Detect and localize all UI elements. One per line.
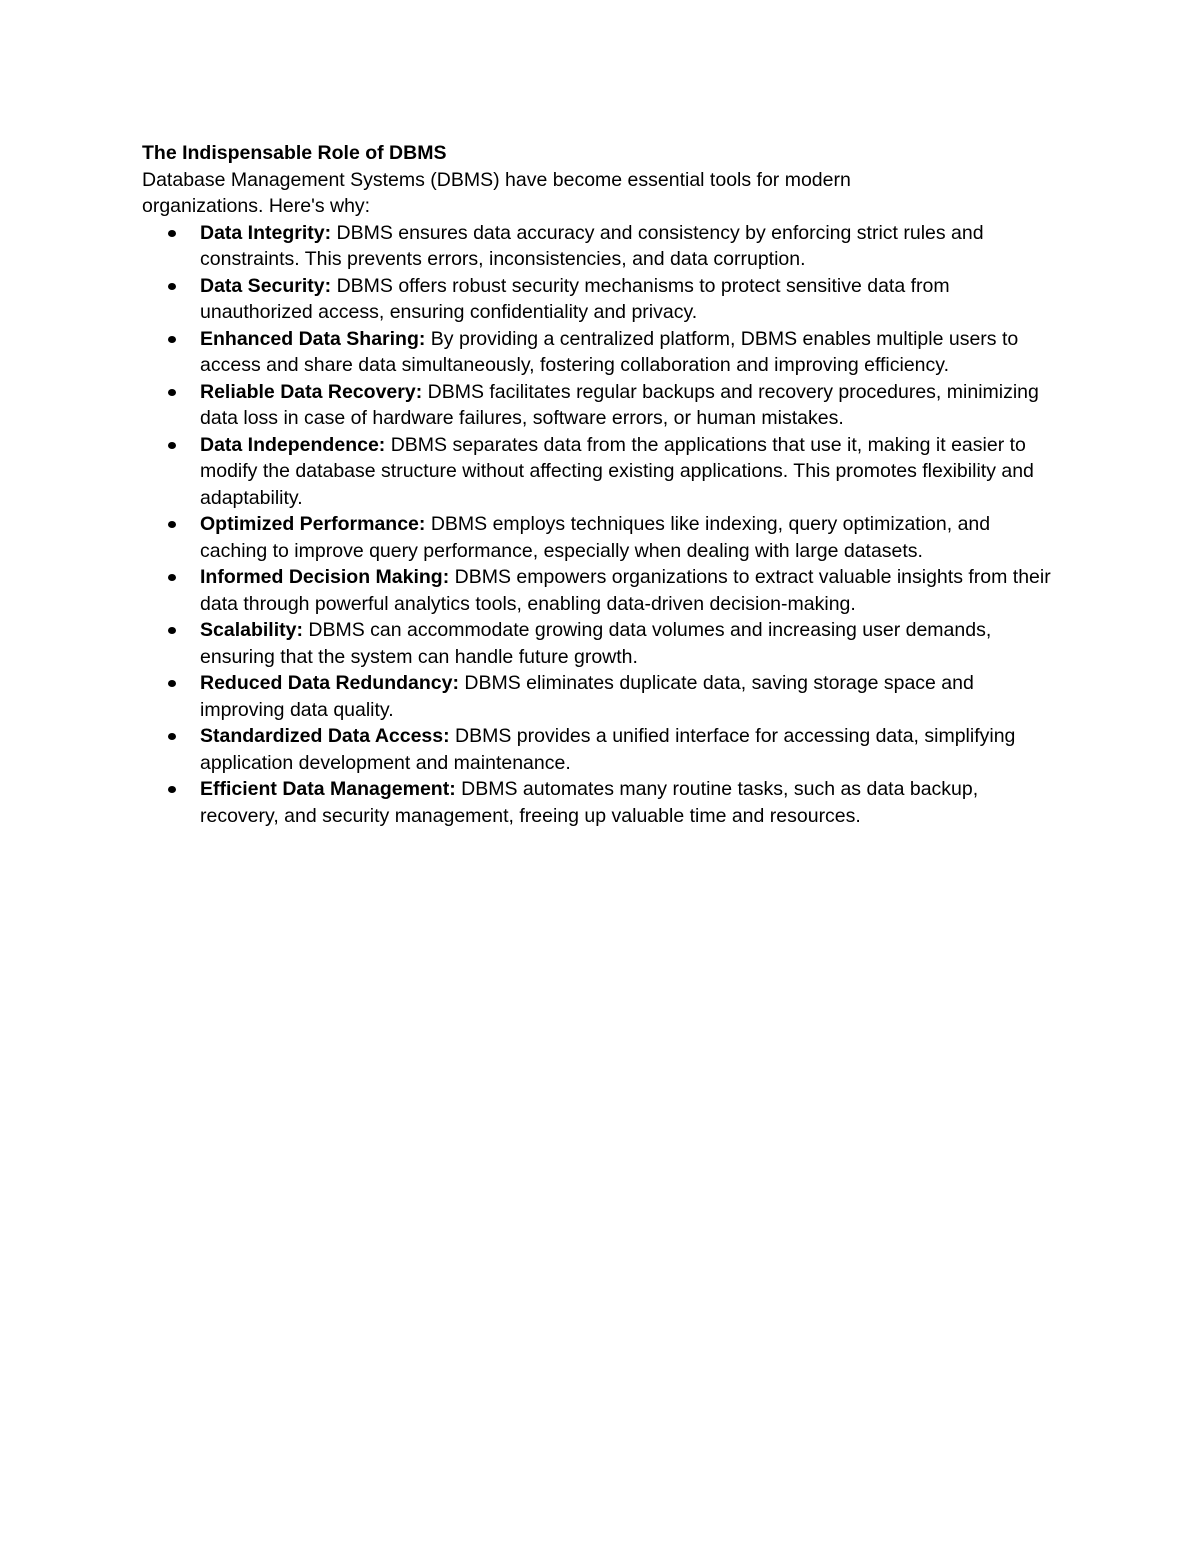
document-title: The Indispensable Role of DBMS — [142, 142, 447, 164]
bullet-icon — [168, 389, 176, 396]
list-item — [142, 723, 1062, 776]
item-term: Data Security: — [200, 274, 332, 297]
list-item — [142, 379, 1062, 432]
bullet-icon — [168, 680, 176, 687]
benefits-list — [142, 220, 1062, 830]
bullet-icon — [168, 283, 176, 290]
item-text: By providing a centralized platform, DBMS enables multiple users to access and share data simultaneously, fostering collaboration and improving efficiency. — [200, 327, 1019, 376]
list-item — [142, 432, 1062, 512]
list-item — [142, 326, 1062, 379]
list-item — [142, 617, 1062, 670]
list-item — [142, 564, 1062, 617]
item-term: Standardized Data Access: — [200, 725, 450, 747]
item-term: Reliable Data Recovery: — [200, 380, 423, 403]
list-item — [142, 776, 1062, 829]
item-term: Informed Decision Making: — [200, 566, 450, 588]
item-text: DBMS separates data from the applications that use it, making it easier to modify the database structure without affecting existing applications. This promotes flexibility and adaptability. — [200, 433, 1034, 509]
list-item — [142, 670, 1062, 723]
list-item — [142, 511, 1062, 564]
list-item — [142, 220, 1062, 273]
bullet-icon — [168, 574, 176, 581]
document-body — [142, 140, 1062, 829]
item-term: Enhanced Data Sharing: — [200, 327, 426, 350]
bullet-icon — [168, 230, 176, 237]
item-text: DBMS facilitates regular backups and recovery procedures, minimizing data loss in case of hardware failures, software errors, or human mistakes. — [200, 380, 1039, 429]
item-text: DBMS can accommodate growing data volumes and increasing user demands, ensuring that the system can handle future growth. — [200, 619, 992, 668]
item-term: Scalability: — [200, 619, 303, 641]
list-item — [142, 273, 1062, 326]
item-term: Data Independence: — [200, 433, 386, 456]
bullet-icon — [168, 521, 176, 528]
item-text: DBMS ensures data accuracy and consistency by enforcing strict rules and constraints. This prevents errors, inconsistencies, and data corruption. — [200, 221, 984, 270]
item-term: Efficient Data Management: — [200, 778, 456, 800]
bullet-icon — [168, 627, 176, 634]
item-text: DBMS provides a unified interface for accessing data, simplifying application development and maintenance. — [200, 725, 1016, 774]
bullet-icon — [168, 336, 176, 343]
bullet-icon — [168, 733, 176, 740]
bullet-icon — [168, 786, 176, 793]
item-term: Data Integrity: — [200, 221, 332, 244]
item-text: DBMS employs techniques like indexing, query optimization, and caching to improve query performance, especially when dealing with large datasets. — [200, 513, 991, 562]
item-term: Optimized Performance: — [200, 513, 426, 535]
intro-paragraph: Database Management Systems (DBMS) have become essential tools for modern organizations. Here's why: — [142, 168, 851, 217]
item-text: DBMS empowers organizations to extract valuable insights from their data through powerful analytics tools, enabling data-driven decision-making. — [200, 566, 1051, 615]
item-text: DBMS automates many routine tasks, such as data backup, recovery, and security management, freeing up valuable time and resources. — [200, 778, 979, 827]
item-term: Reduced Data Redundancy: — [200, 672, 459, 694]
item-text: DBMS offers robust security mechanisms to protect sensitive data from unauthorized access, ensuring confidentiality and privacy. — [200, 274, 950, 323]
bullet-icon — [168, 442, 176, 449]
item-text: DBMS eliminates duplicate data, saving storage space and improving data quality. — [200, 672, 974, 721]
